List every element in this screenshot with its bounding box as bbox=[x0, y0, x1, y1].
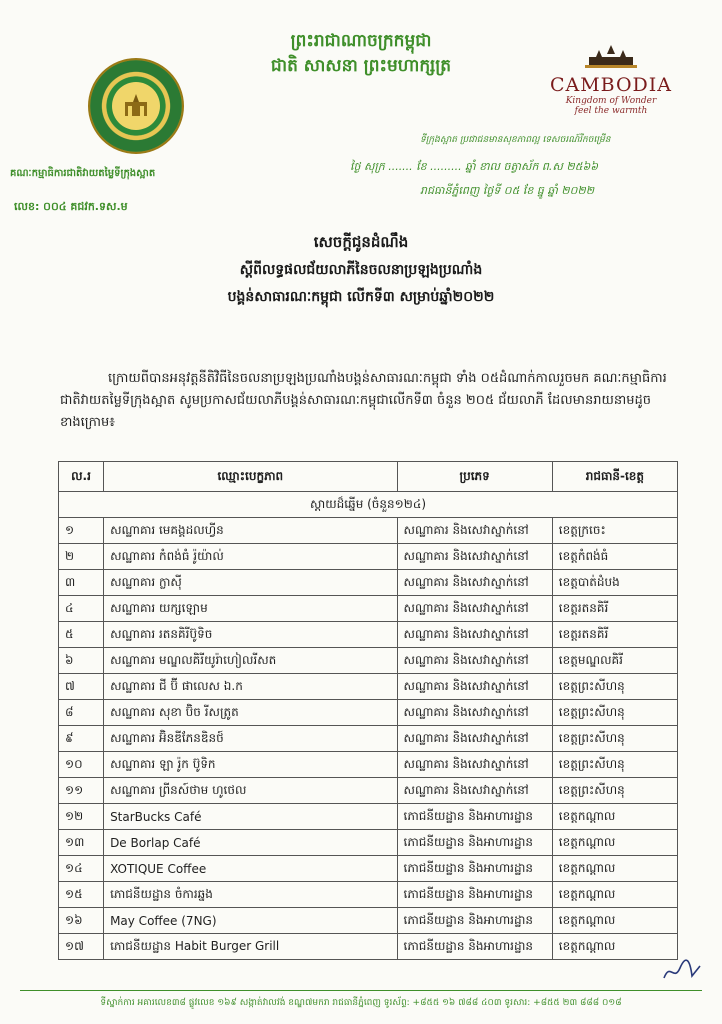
cell-no: ១១ bbox=[59, 778, 104, 804]
intro-paragraph: ក្រោយពីបានអនុវត្តនីតិវិធីនៃចលនាប្រឡងប្រណាំងបង្គន់សាធារណៈកម្ពុជា ទាំង ០៥ដំណាក់កាលរួចមក គណៈកម្មាធិការជាតិវាយតម្លៃទីក្រុងស្អាត សូមប្រកាសជ័យលាភីបង្គន់សាធារណៈកម្ពុជាលើកទី៣ ចំនួន ២០៥ ជ័យលាភី ដែលមានរាយនាមដូចខាងក្រោម៖ bbox=[60, 371, 667, 430]
cell-no: ១ bbox=[59, 518, 104, 544]
cell-type: ភោជនីយដ្ឋាន និងអាហារដ្ឋាន bbox=[397, 908, 552, 934]
table-row bbox=[59, 674, 678, 700]
notice-subtitle: ស្ដីពីលទ្ធផលជ័យលាភីនៃចលនាប្រឡងប្រណាំង bbox=[239, 262, 483, 278]
cell-type: សណ្ឋាគារ និងសេវាស្នាក់នៅ bbox=[397, 726, 552, 752]
cell-name: សណ្ឋាគារ ព្រីនស៍ថាម ហូថេល bbox=[104, 778, 397, 804]
table-row bbox=[59, 726, 678, 752]
cell-province: ខេត្តមណ្ឌលគិរី bbox=[552, 648, 677, 674]
cell-no: ១៥ bbox=[59, 882, 104, 908]
place-date: រាជធានីភ្នំពេញ ថ្ងៃទី ០៥ ខែ ធ្នូ ឆ្នាំ ២០២២ bbox=[420, 184, 595, 197]
cell-province: ខេត្តបាត់ដំបង bbox=[552, 570, 677, 596]
header-province: រាជធានី-ខេត្ត bbox=[552, 462, 677, 492]
table-row bbox=[59, 908, 678, 934]
cell-province: ខេត្តកណ្តាល bbox=[552, 908, 677, 934]
cell-name: StarBucks Café bbox=[104, 804, 397, 830]
committee-seal-icon bbox=[88, 58, 184, 154]
cell-province: ខេត្តកំពង់ធំ bbox=[552, 544, 677, 570]
cell-type: សណ្ឋាគារ និងសេវាស្នាក់នៅ bbox=[397, 622, 552, 648]
cell-type: សណ្ឋាគារ និងសេវាស្នាក់នៅ bbox=[397, 518, 552, 544]
cell-type: សណ្ឋាគារ និងសេវាស្នាក់នៅ bbox=[397, 570, 552, 596]
cell-province: ខេត្តកណ្តាល bbox=[552, 882, 677, 908]
ministry-slogan: ទីក្រុងស្អាត ប្រជាជនមានសុខភាពល្អ ទេសចរណ៍រីកចម្រើន bbox=[420, 135, 611, 145]
table-row bbox=[59, 778, 678, 804]
cell-province: ខេត្តកណ្តាល bbox=[552, 934, 677, 960]
cell-name: សណ្ឋាគារ សុខា ប៊ិច រីសត្រូត bbox=[104, 700, 397, 726]
cell-no: ៧ bbox=[59, 674, 104, 700]
table-row bbox=[59, 934, 678, 960]
table-row bbox=[59, 856, 678, 882]
cell-type: ភោជនីយដ្ឋាន និងអាហារដ្ឋាន bbox=[397, 856, 552, 882]
cell-type: សណ្ឋាគារ និងសេវាស្នាក់នៅ bbox=[397, 648, 552, 674]
table-row bbox=[59, 830, 678, 856]
cell-no: ១៧ bbox=[59, 934, 104, 960]
cell-name: សណ្ឋាគារ អ៊ិនឌីភែនឌិនថ៍ bbox=[104, 726, 397, 752]
cell-type: ភោជនីយដ្ឋាន និងអាហារដ្ឋាន bbox=[397, 804, 552, 830]
table-row bbox=[59, 622, 678, 648]
national-motto: ជាតិ សាសនា ព្រះមហាក្សត្រ bbox=[270, 56, 452, 76]
table-row bbox=[59, 700, 678, 726]
cell-no: ២ bbox=[59, 544, 104, 570]
cambodia-wordmark: CAMBODIA bbox=[549, 74, 673, 96]
cell-no: ៤ bbox=[59, 596, 104, 622]
winners-table bbox=[58, 461, 678, 960]
cell-no: ៥ bbox=[59, 622, 104, 648]
cell-province: ខេត្តកណ្តាល bbox=[552, 830, 677, 856]
cell-no: ៦ bbox=[59, 648, 104, 674]
cell-name: សណ្ឋាគារ មេគង្គដលហ្វីន bbox=[104, 518, 397, 544]
cell-name: សណ្ឋាគារ មណ្ឌលគិរីយូរ៉ាហៀលរីសត bbox=[104, 648, 397, 674]
table-row bbox=[59, 804, 678, 830]
cell-province: ខេត្តព្រះសីហនុ bbox=[552, 700, 677, 726]
cell-name: សណ្ឋាគារ រតនគិរីប៊ូទិច bbox=[104, 622, 397, 648]
cell-name: សណ្ឋាគារ ជី ប៊ី ផាលេស ឯ.ក bbox=[104, 674, 397, 700]
cell-province: ខេត្តរតនគិរី bbox=[552, 596, 677, 622]
cell-province: ខេត្តព្រះសីហនុ bbox=[552, 752, 677, 778]
cell-province: ខេត្តកណ្តាល bbox=[552, 804, 677, 830]
cell-type: ភោជនីយដ្ឋាន និងអាហារដ្ឋាន bbox=[397, 830, 552, 856]
kingdom-title: ព្រះរាជាណាចក្រកម្ពុជា bbox=[290, 31, 432, 51]
table-row bbox=[59, 752, 678, 778]
header-type: ប្រភេទ bbox=[397, 462, 552, 492]
table-row bbox=[59, 518, 678, 544]
cell-name: សណ្ឋាគារ កំពង់ធំ រ៉ូយ៉ាល់ bbox=[104, 544, 397, 570]
cell-no: ១២ bbox=[59, 804, 104, 830]
cell-province: ខេត្តព្រះសីហនុ bbox=[552, 726, 677, 752]
cell-province: ខេត្តព្រះសីហនុ bbox=[552, 674, 677, 700]
cell-type: ភោជនីយដ្ឋាន និងអាហារដ្ឋាន bbox=[397, 934, 552, 960]
cell-name: ភោជនីយដ្ឋាន Habit Burger Grill bbox=[104, 934, 397, 960]
cell-name: De Borlap Café bbox=[104, 830, 397, 856]
cell-type: សណ្ឋាគារ និងសេវាស្នាក់នៅ bbox=[397, 752, 552, 778]
section-row bbox=[59, 492, 678, 518]
cell-name: សណ្ឋាគារ យក្សឡោម bbox=[104, 596, 397, 622]
cell-no: ១៦ bbox=[59, 908, 104, 934]
cell-type: សណ្ឋាគារ និងសេវាស្នាក់នៅ bbox=[397, 700, 552, 726]
cell-type: សណ្ឋាគារ និងសេវាស្នាក់នៅ bbox=[397, 596, 552, 622]
cell-no: ៨ bbox=[59, 700, 104, 726]
header-name: ឈ្មោះបេក្ខភាព bbox=[104, 462, 397, 492]
table-row bbox=[59, 570, 678, 596]
table-header-row bbox=[59, 462, 678, 492]
table-row bbox=[59, 544, 678, 570]
cell-type: ភោជនីយដ្ឋាន និងអាហារដ្ឋាន bbox=[397, 882, 552, 908]
footer-address: ទីស្នាក់ការ អគារលេខ៣៨ ផ្លូវលេខ ១៦៩ សង្កាត់វាលវង់ ខណ្ឌ៧មករា រាជធានីភ្នំពេញ ទូរស័ព្ទ: +៨៥៥ ១៦ ៧៨៨ ៤០៣ ទូរសារ: +៨៥៥ ២៣ ៨៨៨ ០១៨ bbox=[100, 998, 622, 1008]
cell-province: ខេត្តព្រះសីហនុ bbox=[552, 778, 677, 804]
org-name: គណៈកម្មាធិការជាតិវាយតម្លៃទីក្រុងស្អាត bbox=[10, 168, 156, 179]
cell-province: ខេត្តក្រចេះ bbox=[552, 518, 677, 544]
notice-subtitle-2: បង្គន់សាធារណៈកម្ពុជា លើកទី៣ សម្រាប់ឆ្នាំ២០២២ bbox=[227, 289, 495, 305]
cell-no: ១០ bbox=[59, 752, 104, 778]
footer-divider bbox=[20, 990, 702, 991]
table-row bbox=[59, 882, 678, 908]
cell-province: ខេត្តរតនគិរី bbox=[552, 622, 677, 648]
header-no: ល.រ bbox=[59, 462, 104, 492]
section-label: ស្តាយដ៏ឆ្នើម (ចំនួន១២៤) bbox=[59, 492, 678, 518]
cell-type: សណ្ឋាគារ និងសេវាស្នាក់នៅ bbox=[397, 778, 552, 804]
cell-name: សណ្ឋាគារ ក្លាស៊ី bbox=[104, 570, 397, 596]
cell-province: ខេត្តកណ្តាល bbox=[552, 856, 677, 882]
cell-no: ៩ bbox=[59, 726, 104, 752]
cell-no: ១៣ bbox=[59, 830, 104, 856]
cell-name: May Coffee (7NG) bbox=[104, 908, 397, 934]
signature-mark bbox=[662, 958, 702, 988]
cell-name: ភោជនីយដ្ឋាន ចំការឆ្នង bbox=[104, 882, 397, 908]
reference-number: លេខ: ០០៤ គជវក.ទស.ម bbox=[14, 200, 128, 213]
cell-name: សណ្ឋាគារ ឡា រ៉ូក ប៊ូទិក bbox=[104, 752, 397, 778]
lunar-date: ថ្ងៃ សុក្រ ....... ខែ ......... ឆ្នាំ ខាល ចត្វាស័ក ព.ស ២៥៦៦ bbox=[350, 160, 599, 173]
cell-type: សណ្ឋាគារ និងសេវាស្នាក់នៅ bbox=[397, 544, 552, 570]
cambodia-logo bbox=[546, 44, 676, 116]
angkor-icon bbox=[581, 44, 641, 70]
cambodia-tagline: feel the warmth bbox=[574, 106, 648, 116]
cell-type: សណ្ឋាគារ និងសេវាស្នាក់នៅ bbox=[397, 674, 552, 700]
table-row bbox=[59, 648, 678, 674]
cell-no: ៣ bbox=[59, 570, 104, 596]
cell-name: XOTIQUE Coffee bbox=[104, 856, 397, 882]
cambodia-subtitle: Kingdom of Wonder bbox=[565, 96, 657, 106]
cell-no: ១៤ bbox=[59, 856, 104, 882]
table-row bbox=[59, 596, 678, 622]
notice-title: សេចក្ដីជូនដំណឹង bbox=[313, 233, 409, 251]
